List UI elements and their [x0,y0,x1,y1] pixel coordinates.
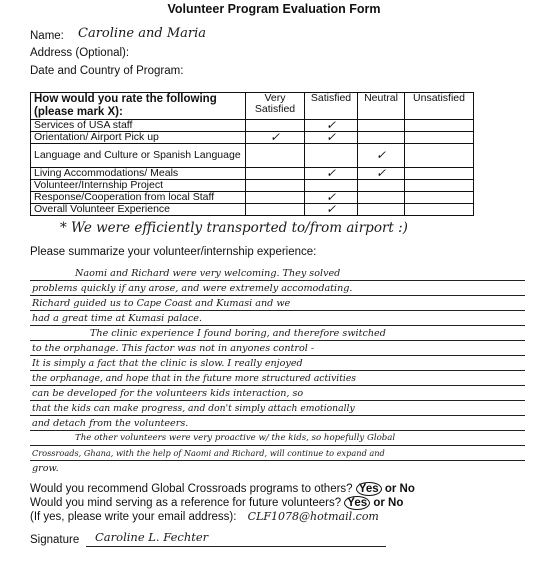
recommend-question [30,482,415,496]
mark-cell [358,180,405,192]
row-label: Services of USA staff [31,120,246,132]
mark-cell: ✓ [305,168,358,180]
recommend-or-no: or No [384,483,415,495]
summary-line: problems quickly if any arose, and were extremely accomodating. [32,283,353,294]
name-value: Caroline and Maria [78,26,207,41]
address-label: Address (Optional): [30,47,130,59]
reference-yes-circled: Yes [344,496,370,510]
summary-line: and detach from the volunteers. [32,418,189,429]
mark-cell [358,204,405,216]
mark-cell [246,192,305,204]
recommend-yes-circled: Yes [356,482,382,496]
signature-value: Caroline L. Fechter [95,530,209,544]
reference-or-no: or No [373,497,404,509]
mark-cell [405,144,474,168]
signature-line [86,546,386,547]
mark-cell: ✓ [358,168,405,180]
summary-line: had a great time at Kumasi palace. [32,313,203,324]
email-value: CLF1078@hotmail.com [247,510,379,523]
mark-cell [358,120,405,132]
summary-line: that the kids can make progress, and don't simply attach emotionally [32,403,355,414]
mark-cell [405,168,474,180]
row-label: Language and Culture or Spanish Language [31,144,246,168]
col-satisfied: Satisfied [305,93,358,120]
mark-cell: ✓ [305,204,358,216]
mark-cell [405,120,474,132]
summary-line: the orphanage, and hope that in the future more structured activities [32,373,356,384]
summary-line: Richard guided us to Cape Coast and Kumasi and we [32,298,291,309]
mark-cell: ✓ [305,120,358,132]
summary-line: grow. [32,463,59,474]
form-title: Volunteer Program Evaluation Form [167,2,381,16]
col-neutral: Neutral [358,93,405,120]
col-very-satisfied: Very Satisfied [246,93,305,120]
ratings-question: How would you rate the following (please mark X): [31,93,246,120]
summary-line: to the orphanage. This factor was not in anyones control - [32,343,315,354]
row-label: Volunteer/Internship Project [31,180,246,192]
mark-cell [305,144,358,168]
mark-cell [405,132,474,144]
col-unsatisfied: Unsatisfied [405,93,474,120]
summary-line: can be developed for the volunteers kids interaction, so [32,388,304,399]
mark-cell [405,192,474,204]
signature-label: Signature [30,534,80,546]
mark-cell: ✓ [358,144,405,168]
email-label: (If yes, please write your email address): [30,511,237,523]
recommend-question-text: Would you recommend Global Crossroads programs to others? [30,483,353,495]
summary-line: Naomi and Richard were very welcoming. They solved [75,268,341,279]
summary-line: The clinic experience I found boring, and therefore switched [90,328,386,339]
reference-question [30,496,403,510]
row-label: Living Accommodations/ Meals [31,168,246,180]
row-label: Overall Volunteer Experience [31,204,246,216]
summary-line: Crossroads, Ghana, with the help of Naomi and Richard, will continue to expand and [32,448,385,458]
mark-cell: ✓ [246,132,305,144]
reference-question-text: Would you mind serving as a reference for future volunteers? [30,497,342,509]
mark-cell [358,192,405,204]
mark-cell [358,132,405,144]
date-country-label: Date and Country of Program: [30,65,184,77]
mark-cell [246,204,305,216]
summary-line: It is simply a fact that the clinic is slow. I really enjoyed [32,358,303,369]
mark-cell [246,144,305,168]
email-row [30,510,379,523]
mark-cell: ✓ [305,192,358,204]
summary-prompt: Please summarize your volunteer/internship experience: [30,246,317,258]
mark-cell [405,180,474,192]
mark-cell: ✓ [305,132,358,144]
row-label: Orientation/ Airport Pick up [31,132,246,144]
row-label: Response/Cooperation from local Staff [31,192,246,204]
mark-cell [405,204,474,216]
airport-note: * We were efficiently transported to/from airport :) [60,220,408,236]
ratings-table [30,92,474,216]
name-label: Name: [30,30,64,42]
mark-cell [246,180,305,192]
mark-cell [246,168,305,180]
summary-line: The other volunteers were very proactive w/ the kids, so hopefully Global [75,433,396,443]
